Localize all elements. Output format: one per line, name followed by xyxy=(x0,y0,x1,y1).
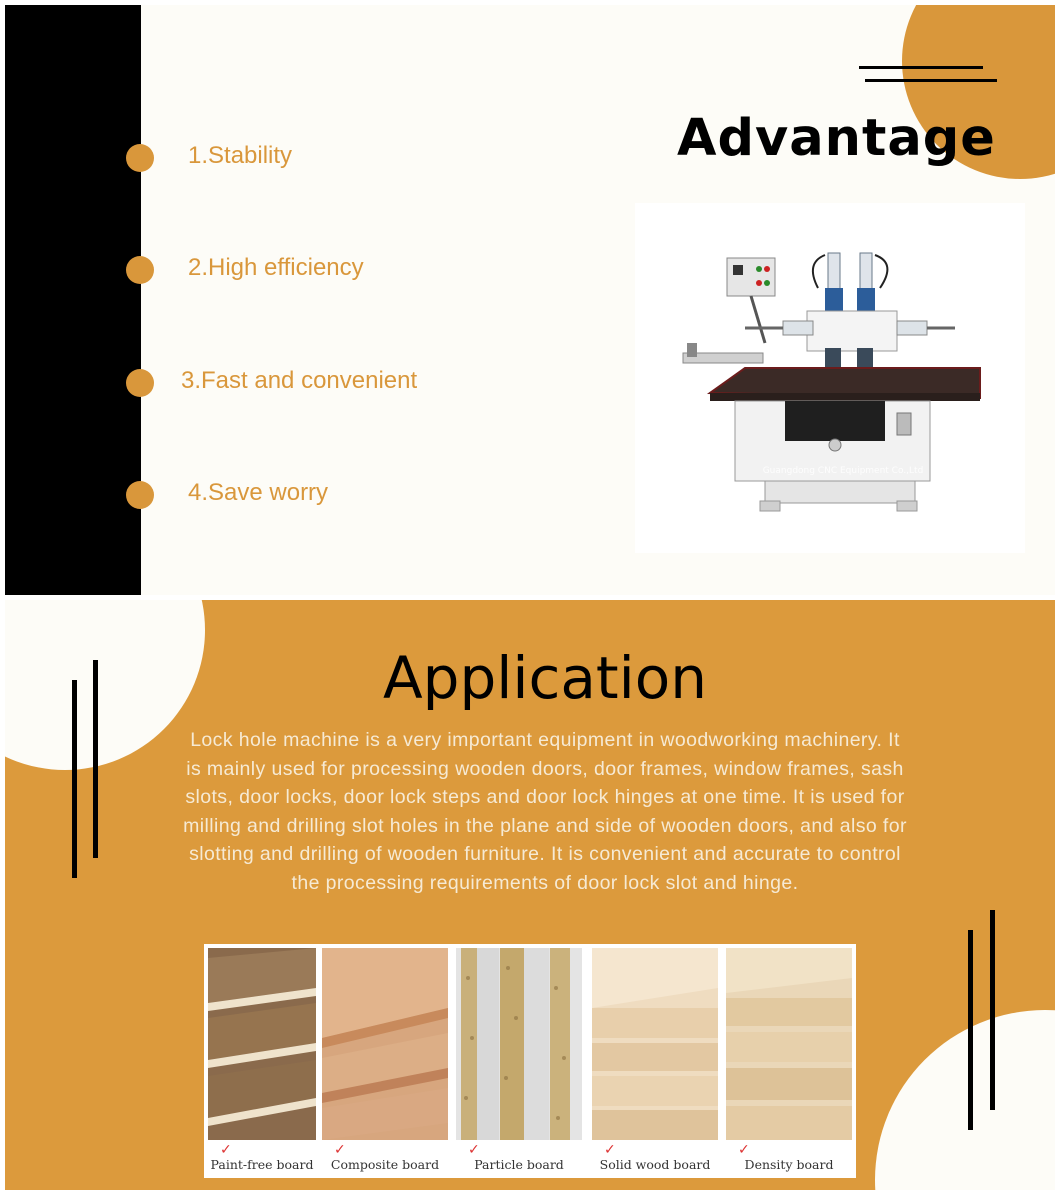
board-caption xyxy=(726,1142,852,1174)
board-card xyxy=(208,948,316,1174)
board-card xyxy=(592,948,718,1174)
board-caption xyxy=(592,1142,718,1174)
advantage-item-label: 3.Fast and convenient xyxy=(181,367,418,394)
advantage-item xyxy=(5,250,565,290)
check-mark-icon: ✓ xyxy=(220,1142,232,1158)
bullet-dot-icon xyxy=(126,144,154,172)
board-label: Density board xyxy=(744,1157,834,1172)
board-card xyxy=(726,948,852,1174)
application-section xyxy=(5,600,1055,1190)
application-title: Application xyxy=(382,644,708,712)
paint-free-board-image xyxy=(208,948,316,1140)
check-mark-icon: ✓ xyxy=(468,1142,480,1158)
density-board-image xyxy=(726,948,852,1140)
application-description: Lock hole machine is a very important equipment in woodworking machinery. It is mainly used for processing wooden doors, door frames, window frames, sash slots, door locks, door lock steps and door lock hinges at one time. It is used for milling and drilling slot holes in the plane and side of wooden doors, and also for slotting and drilling of wooden furniture. It is convenient and accurate to control the processing requirements of door lock slot and hinge. xyxy=(183,729,907,894)
advantage-item xyxy=(5,363,565,403)
decorative-line xyxy=(990,910,995,1110)
board-caption xyxy=(208,1142,316,1174)
advantage-item-label: 4.Save worry xyxy=(188,479,329,506)
board-types-strip xyxy=(204,944,856,1178)
decorative-line xyxy=(968,930,973,1130)
check-mark-icon: ✓ xyxy=(334,1142,346,1158)
board-label: Solid wood board xyxy=(599,1157,711,1172)
bullet-dot-icon xyxy=(126,369,154,397)
board-label: Paint-free board xyxy=(210,1157,314,1172)
particle-board-image xyxy=(456,948,582,1140)
composite-board-image xyxy=(322,948,448,1140)
board-label: Particle board xyxy=(474,1157,564,1172)
decorative-circle xyxy=(875,1010,1055,1190)
advantage-title: Advantage xyxy=(677,109,996,168)
solid-wood-board-image xyxy=(592,948,718,1140)
decorative-line xyxy=(865,79,997,82)
board-card xyxy=(322,948,448,1174)
board-caption xyxy=(322,1142,448,1174)
advantage-item xyxy=(5,475,565,515)
advantage-item xyxy=(5,138,565,178)
advantage-item-label: 2.High efficiency xyxy=(188,254,364,281)
bullet-dot-icon xyxy=(126,256,154,284)
lock-hole-machine-image xyxy=(635,203,1025,553)
decorative-line xyxy=(859,66,983,69)
board-label: Composite board xyxy=(330,1157,440,1172)
check-mark-icon: ✓ xyxy=(738,1142,750,1158)
advantage-section xyxy=(5,5,1055,595)
board-card xyxy=(456,948,582,1174)
check-mark-icon: ✓ xyxy=(604,1142,616,1158)
board-caption xyxy=(456,1142,582,1174)
bullet-dot-icon xyxy=(126,481,154,509)
advantage-item-label: 1.Stability xyxy=(188,142,293,169)
machine-watermark: Guangdong CNC Equipment Co.,Ltd xyxy=(762,466,924,476)
